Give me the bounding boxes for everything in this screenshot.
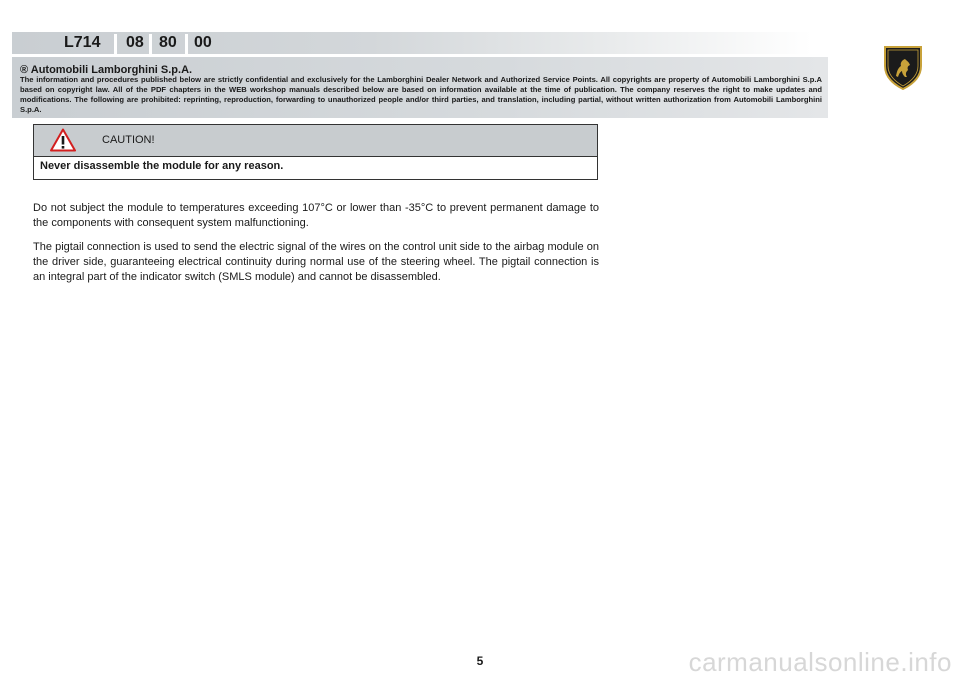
watermark: carmanualsonline.info — [688, 647, 952, 677]
group-code: 08 — [126, 34, 144, 51]
lamborghini-shield-logo — [883, 44, 923, 90]
header-separator — [149, 34, 152, 54]
header-separator — [185, 34, 188, 54]
caution-box — [33, 124, 598, 180]
caution-header — [34, 125, 597, 157]
header-separator — [114, 34, 117, 54]
subgroup-code: 80 — [159, 34, 177, 51]
model-code: L714 — [64, 34, 101, 51]
caution-title: CAUTION! — [102, 134, 155, 146]
section-code: 00 — [194, 34, 212, 51]
caution-text: Never disassemble the module for any reason. — [40, 160, 284, 172]
paragraph-pigtail: The pigtail connection is used to send the electric signal of the wires on the control unit side to the airbag module on the driver side, guaranteeing electrical continuity during normal use of the steering wheel. The pigtail connection is an integral part of the indicator switch (SMLS module) and cannot be disassembled. — [33, 241, 599, 283]
warning-triangle-icon — [50, 128, 76, 152]
copyright-title: ® Automobili Lamborghini S.p.A. — [20, 64, 193, 76]
copyright-text: The information and procedures published below are strictly confidential and exclusively for the Lamborghini Dealer Network and Authorized Service Points. All copyrights are property of Automobili Lamborghini S.p.A based on copyright law. All of the PDF chapters in the WEB workshop manuals described below are based on information available at the time of publication. The company reserves the right to make updates and modifications. The following are prohibited: reprinting, reproduction, forwarding to unauthorized people and/or third parties, and translation, including partial, without written authorization from Automobili Lamborghini S.p.A. — [20, 75, 822, 114]
page-number: 5 — [476, 654, 484, 668]
paragraph-temperature: Do not subject the module to temperatures exceeding 107°C or lower than -35°C to prevent permanent damage to the components with consequent system malfunctioning. — [33, 202, 599, 229]
